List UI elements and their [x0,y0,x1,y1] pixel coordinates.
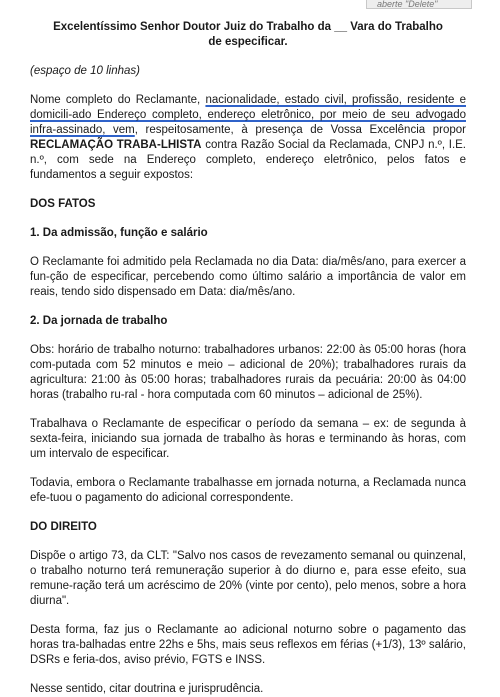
jornada-paragraph: Trabalhava o Reclamante de especificar o período da semana – ex: de segunda à sexta-feira, iniciando sua jornada de trabalho às horas e terminando às horas, com um intervalo de especificar. [30,418,466,460]
window-tag: aberte "Delete" [366,0,472,9]
admissao-paragraph: O Reclamante foi admitido pela Reclamada no dia Data: dia/mês/ano, para exercer a fun-ção de especificar, percebendo como último salário a importância de valor em reais, tendo sido dispensado em Data: dia/mês/ano. [30,256,466,298]
title-line-2: de especificar. [208,36,288,48]
adicional-paragraph: Todavia, embora o Reclamante trabalhasse em jornada noturna, a Reclamada nunca efe-tuou o pagamento do adicional correspondente. [30,477,466,504]
document-page [30,20,466,697]
intro-part-1: Nome completo do Reclamante, [30,94,206,106]
document-title [30,20,466,50]
obs-paragraph: Obs: horário de trabalho noturno: trabalhadores urbanos: 22:00 às 05:00 horas (hora com-putada com 52 minutos e meio – adicional de 20%); trabalhadores rurais da agricultura: 21:00 às 05:00 horas; trabalhadores rurais da pecuária: 20:00 às 04:00 horas (trabalho ru-ral - hora computada com 60 minutos – adicional de 25%). [30,344,466,401]
intro-underlined: nacionalidade, estado civil, profissão, residente e domicili-ado Endereço completo, endereço eletrônico, por meio de seu advogado infra-assinado, vem [30,94,466,136]
sub-heading-admissao: 1. Da admissão, função e salário [30,227,208,239]
sub-heading-jornada: 2. Da jornada de trabalho [30,315,168,327]
space-note: (espaço de 10 linhas) [30,65,140,77]
intro-bold: RECLAMAÇÃO TRABA-LHISTA [30,139,202,151]
section-do-direito: DO DIREITO [30,521,97,533]
section-dos-fatos: DOS FATOS [30,198,96,210]
title-line-1: Excelentíssimo Senhor Doutor Juiz do Trabalho da __ Vara do Trabalho [53,21,443,33]
faz-jus-paragraph: Desta forma, faz jus o Reclamante ao adicional noturno sobre o pagamento das horas tra-balhadas entre 22hs e 5hs, mais seus reflexos em férias (+1/3), 13º salário, DSRs e feria-dos, aviso prévio, FGTS e INSS. [30,624,466,666]
intro-part-2: , respeitosamente, à presença de Vossa Excelência propor [134,124,466,136]
intro-part-3: contra Razão Social da Reclamada, CNPJ n.º, I.E. n.º, com sede na Endereço completo, endereço eletrônico, pelos fatos e fundamentos a seguir expostos: [30,139,466,181]
doutrina-paragraph: Nesse sentido, citar doutrina e jurisprudência. [30,683,264,695]
intro-paragraph [30,93,466,183]
clt-paragraph: Dispõe o artigo 73, da CLT: "Salvo nos casos de revezamento semanal ou quinzenal, o trabalho noturno terá remuneração superior à do diurno e, para esse efeito, sua remune-ração terá um acréscimo de 20% (vinte por cento), pelo menos, sobre a hora diurna". [30,550,466,607]
